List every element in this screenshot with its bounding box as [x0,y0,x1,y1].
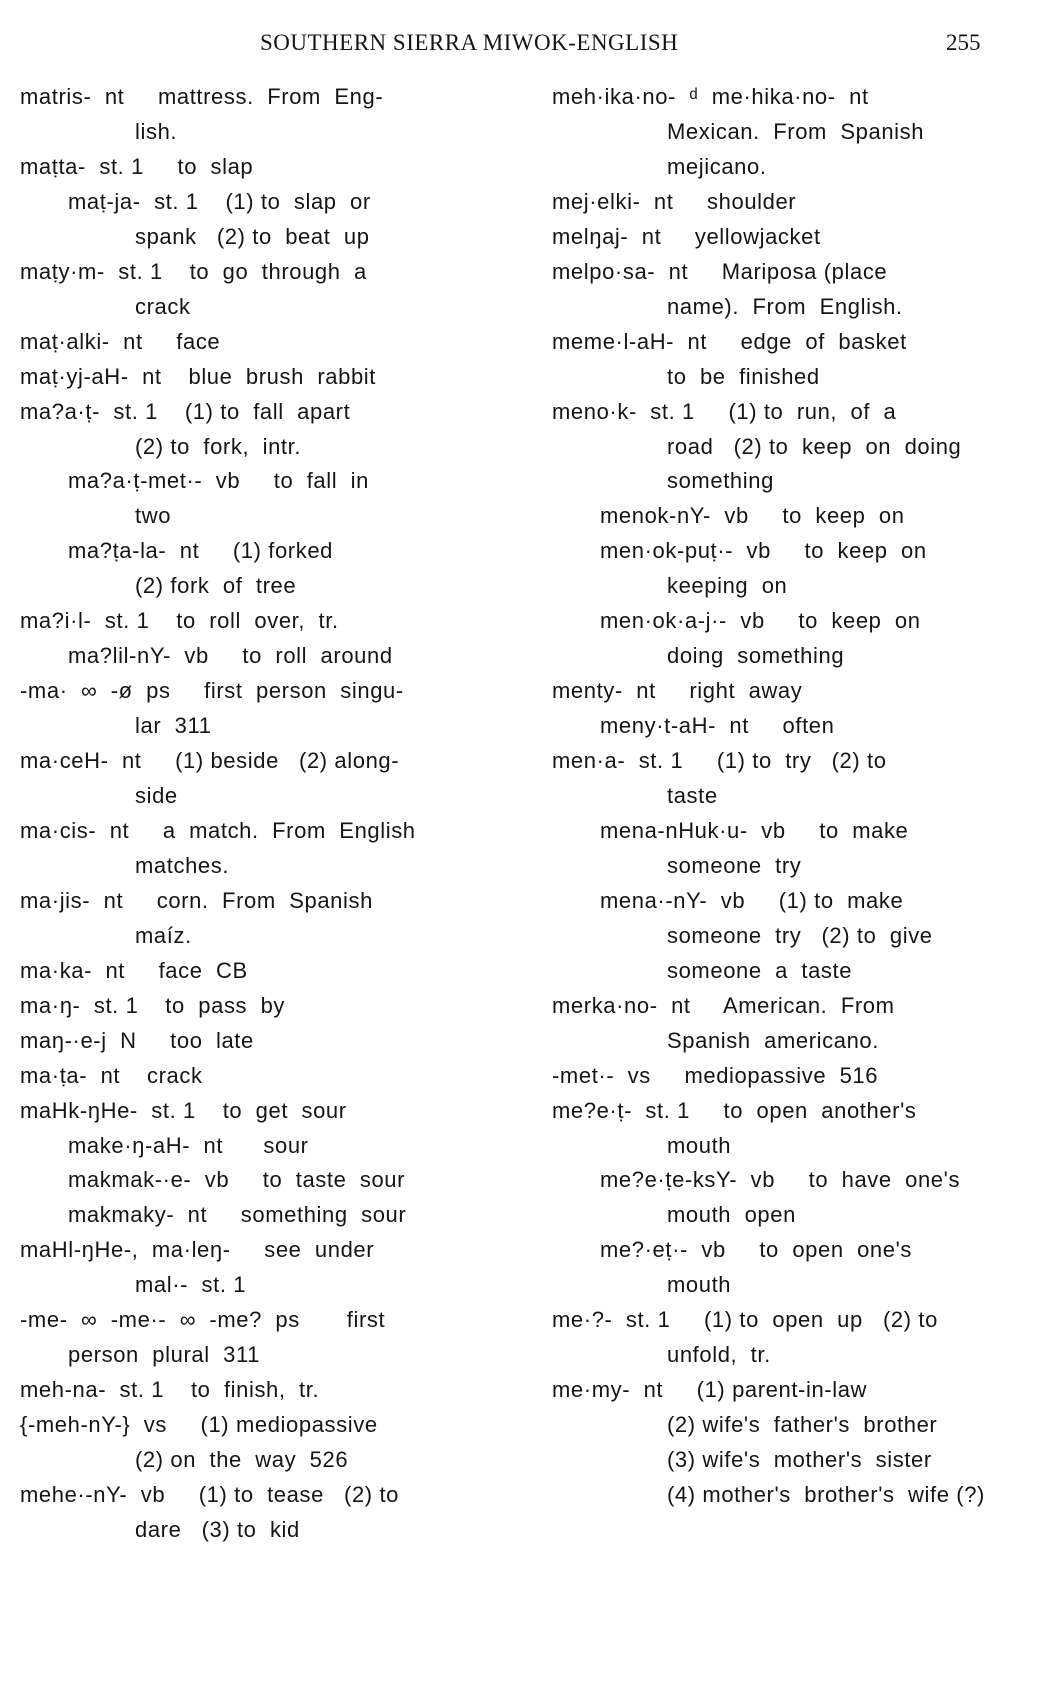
entry-continuation-line: (4) mother's brother's wife (?) [667,1482,985,1507]
entry-headword-line: matris- nt mattress. From Eng- [20,84,384,109]
entry-headword-line: melpo·sa- nt Mariposa (place [552,258,888,284]
entry-subentry-line: makmaky- nt something sour [68,1202,407,1228]
entry-subentry-line: ma?ṭa-la- nt (1) forked [68,538,333,564]
entry-headword-line: mehe·-nY- vb (1) to tease (2) to [20,1482,399,1507]
entry-continuation-line: spank (2) to beat up [135,223,370,249]
entry-continuation-line: mouth open [667,1202,796,1228]
entry-continuation-line: Mexican. From Spanish [667,118,925,144]
entry-continuation-line: road (2) to keep on doing [667,433,962,459]
entry-continuation-line: matches. [135,852,230,878]
entry-headword-line: ma·ka- nt face CB [20,957,248,983]
entry-continuation-line: doing something [667,643,845,669]
entry-subentry-line: men·ok-puṭ·- vb to keep on [600,538,927,564]
entry-continuation-line: taste [667,783,718,808]
entry-headword-line: meh·ika·no- ᵈ me·hika·no- nt [552,84,869,109]
entry-headword-line: ma·ṭa- nt crack [20,1062,203,1088]
entry-continuation-line: side [135,783,178,808]
entry-headword-line: meh-na- st. 1 to finish, tr. [20,1377,320,1403]
entry-headword-line: -me- ∞ -me·- ∞ -me? ps first [20,1307,386,1333]
entry-subentry-line: ma?a·ṭ-met·- vb to fall in [68,468,369,494]
entry-continuation-line: someone try (2) to give [667,922,933,948]
entry-continuation-line: lar 311 [135,713,212,739]
entry-subentry-line: maṭ-ja- st. 1 (1) to slap or [68,188,371,214]
entry-headword-line: me·?- st. 1 (1) to open up (2) to [552,1307,938,1333]
entry-headword-line: maṭ·yj-aH- nt blue brush rabbit [20,363,376,389]
entry-headword-line: -met·- vs mediopassive 516 [552,1062,879,1088]
entry-continuation-line: something [667,468,774,494]
entry-subentry-line: makmak-·e- vb to taste sour [68,1167,406,1193]
entry-continuation-line: to be finished [667,363,820,389]
entry-subentry-line: person plural 311 [68,1342,260,1368]
entry-continuation-line: mal·- st. 1 [135,1272,247,1298]
entry-headword-line: menty- nt right away [552,678,803,704]
entry-headword-line: ma?i·l- st. 1 to roll over, tr. [20,608,339,634]
page-title: SOUTHERN SIERRA MIWOK-ENGLISH [260,30,679,55]
entry-continuation-line: dare (3) to kid [135,1516,300,1542]
entry-headword-line: ma·ceH- nt (1) beside (2) along- [20,748,400,774]
entry-headword-line: merka·no- nt American. From [552,992,895,1018]
entry-headword-line: ma·ŋ- st. 1 to pass by [20,992,285,1018]
entry-subentry-line: ma?lil-nY- vb to roll around [68,643,393,669]
entry-subentry-line: meny·t-aH- nt often [600,713,835,739]
entry-continuation-line: unfold, tr. [667,1342,771,1368]
entry-continuation-line: (2) to fork, intr. [135,433,302,459]
entry-continuation-line: mouth [667,1272,732,1298]
entry-continuation-line: someone try [667,852,802,878]
entry-continuation-line: maíz. [135,922,192,948]
entry-continuation-line: mouth [667,1132,732,1158]
entry-headword-line: meno·k- st. 1 (1) to run, of a [552,398,897,424]
entry-headword-line: ma?a·ṭ- st. 1 (1) to fall apart [20,398,351,424]
page-header [0,30,1050,64]
entry-subentry-line: me?e·ṭe-ksY- vb to have one's [600,1167,961,1193]
entry-subentry-line: me?·eṭ·- vb to open one's [600,1237,912,1263]
entry-headword-line: men·a- st. 1 (1) to try (2) to [552,748,887,774]
entry-continuation-line: (2) fork of tree [135,573,297,599]
entry-continuation-line: keeping on [667,573,788,599]
entry-headword-line: melŋaj- nt yellowjacket [552,223,821,249]
entry-subentry-line: mena-nHuk·u- vb to make [600,817,909,843]
entry-headword-line: ma·jis- nt corn. From Spanish [20,887,373,913]
entry-headword-line: -ma· ∞ -ø ps first person singu- [20,678,404,704]
entry-headword-line: maṭta- st. 1 to slap [20,153,254,179]
entry-headword-line: ma·cis- nt a match. From English [20,817,416,843]
entry-continuation-line: (2) on the way 526 [135,1447,349,1473]
entry-subentry-line: mena·-nY- vb (1) to make [600,887,904,913]
entry-continuation-line: lish. [135,118,178,144]
entry-continuation-line: mejicano. [667,153,767,179]
entry-continuation-line: (3) wife's mother's sister [667,1447,932,1473]
entry-headword-line: maHk-ŋHe- st. 1 to get sour [20,1097,347,1123]
page-number: 255 [946,30,981,55]
entry-subentry-line: men·ok·a-j·- vb to keep on [600,608,921,634]
entry-continuation-line: name). From English. [667,293,903,319]
entry-headword-line: maHl-ŋHe-, ma·leŋ- see under [20,1237,375,1263]
entry-subentry-line: make·ŋ-aH- nt sour [68,1132,309,1158]
entry-continuation-line: two [135,503,172,529]
entry-subentry-line: menok-nY- vb to keep on [600,503,905,529]
entry-headword-line: maŋ-·e-j N too late [20,1027,254,1053]
entry-headword-line: mej·elki- nt shoulder [552,188,797,214]
entry-headword-line: maṭ·alki- nt face [20,328,221,354]
entry-continuation-line: (2) wife's father's brother [667,1412,938,1438]
entry-headword-line: me?e·ṭ- st. 1 to open another's [552,1097,917,1123]
entry-headword-line: {-meh-nY-} vs (1) mediopassive [20,1412,378,1438]
entry-continuation-line: Spanish americano. [667,1027,879,1053]
entry-continuation-line: someone a taste [667,957,853,983]
entry-headword-line: meme·l-aH- nt edge of basket [552,328,907,354]
entry-continuation-line: crack [135,293,191,319]
entry-headword-line: me·my- nt (1) parent-in-law [552,1377,868,1403]
entry-headword-line: maṭy·m- st. 1 to go through a [20,258,367,284]
